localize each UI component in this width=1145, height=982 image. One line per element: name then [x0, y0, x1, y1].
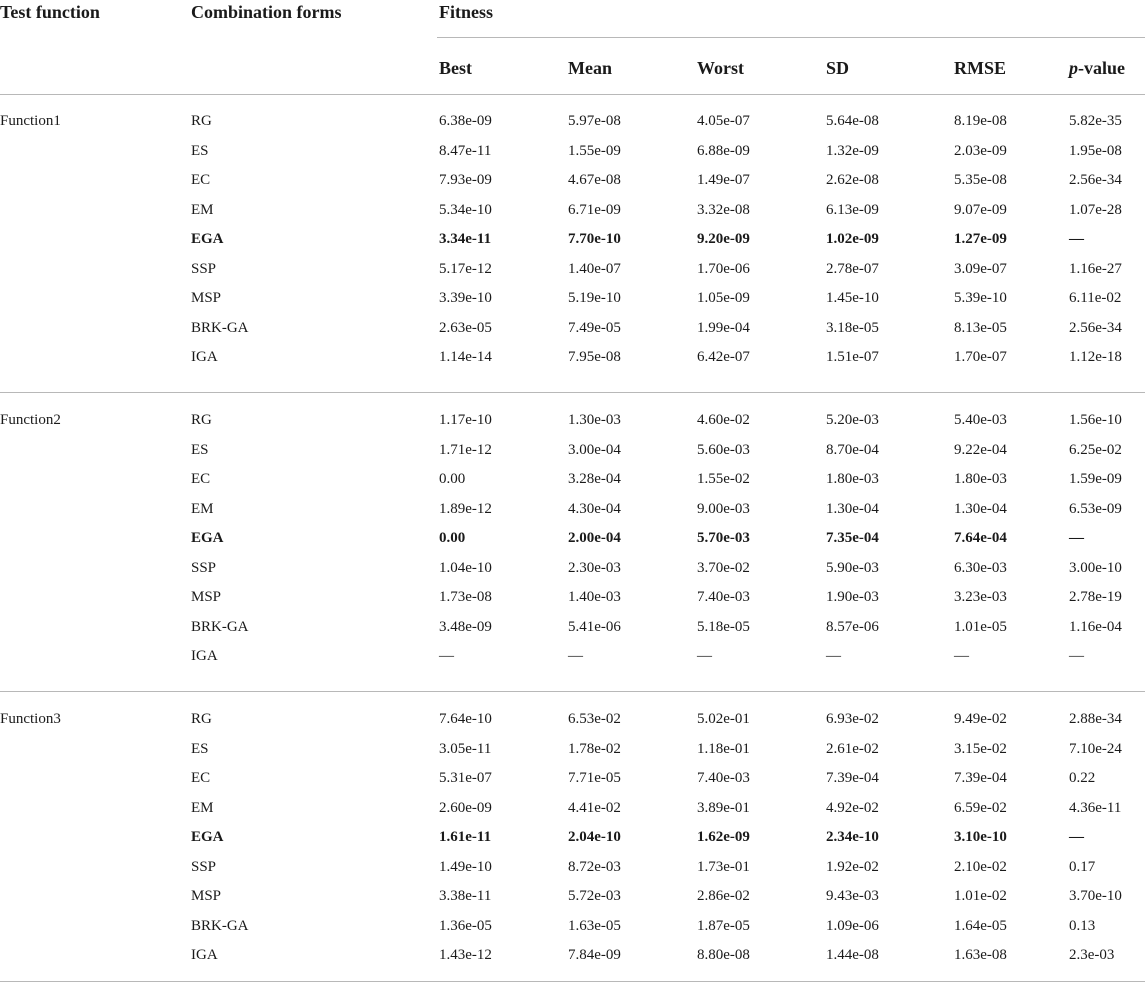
fitness-value-cell: 1.73e-08	[439, 589, 492, 605]
combination-form-cell: IGA	[191, 648, 218, 664]
fitness-value-cell: 2.88e-34	[1069, 711, 1122, 727]
fitness-value-cell: 2.61e-02	[826, 740, 879, 757]
combination-form-cell: RG	[191, 113, 212, 129]
fitness-value-cell: —	[1069, 648, 1084, 664]
combination-form-cell: SSP	[191, 260, 217, 277]
fitness-value-cell: 0.00	[439, 471, 466, 487]
combination-form-cell: EC	[191, 172, 211, 188]
fitness-value-cell: 6.53e-09	[1069, 500, 1122, 517]
fitness-value-cell: 3.10e-10	[954, 829, 1007, 845]
fitness-value-cell: 8.19e-08	[954, 113, 1007, 129]
fitness-value-cell: 4.60e-02	[697, 412, 750, 428]
combination-form-cell: RG	[191, 412, 212, 428]
fitness-value-cell: 2.3e-03	[1069, 947, 1115, 963]
fitness-value-cell: 5.41e-06	[568, 618, 621, 635]
fitness-value-cell: 0.22	[1069, 770, 1096, 786]
fitness-value-cell: 6.11e-02	[1069, 290, 1122, 306]
fitness-value-cell: 1.16e-27	[1069, 260, 1122, 277]
fitness-subheader-rule	[437, 37, 1145, 38]
fitness-value-cell: —	[826, 648, 841, 664]
fitness-value-cell: 1.89e-12	[439, 500, 492, 517]
fitness-value-cell: 9.00e-03	[697, 500, 750, 517]
fitness-value-cell: 6.59e-02	[954, 799, 1007, 816]
fitness-value-cell: 1.30e-04	[826, 500, 879, 517]
fitness-value-cell: —	[1069, 231, 1084, 247]
fitness-value-cell: 6.93e-02	[826, 711, 879, 727]
fitness-value-cell: 3.89e-01	[697, 799, 750, 816]
header-test-function: Test function	[0, 2, 100, 22]
fitness-value-cell: 1.95e-08	[1069, 142, 1122, 159]
fitness-value-cell: 5.02e-01	[697, 711, 750, 727]
fitness-value-cell: 1.70e-07	[954, 349, 1007, 365]
combination-form-cell: EGA	[191, 530, 224, 546]
fitness-value-cell: 3.28e-04	[568, 471, 621, 487]
combination-form-cell: MSP	[191, 290, 222, 306]
fitness-value-cell: 1.40e-07	[568, 260, 621, 277]
fitness-value-cell: 6.88e-09	[697, 142, 750, 159]
fitness-value-cell: 3.15e-02	[954, 740, 1007, 757]
fitness-value-cell: 1.40e-03	[568, 589, 621, 605]
fitness-value-cell: 5.72e-03	[568, 888, 621, 904]
fitness-value-cell: 1.01e-02	[954, 888, 1007, 904]
fitness-value-cell: 5.18e-05	[697, 618, 750, 635]
fitness-value-cell: 9.49e-02	[954, 711, 1007, 727]
fitness-value-cell: 8.72e-03	[568, 858, 621, 875]
fitness-value-cell: 3.05e-11	[439, 740, 492, 757]
fitness-value-cell: 3.70e-10	[1069, 888, 1122, 904]
fitness-value-cell: 2.56e-34	[1069, 172, 1122, 188]
fitness-value-cell: 1.30e-04	[954, 500, 1007, 517]
fitness-value-cell: —	[954, 648, 969, 664]
fitness-value-cell: 1.14e-14	[439, 349, 492, 365]
fitness-value-cell: 7.64e-04	[954, 530, 1007, 546]
fitness-value-cell: —	[1069, 829, 1084, 845]
fitness-value-cell: 6.30e-03	[954, 559, 1007, 576]
fitness-value-cell: 9.20e-09	[697, 231, 750, 247]
fitness-value-cell: 1.80e-03	[826, 471, 879, 487]
fitness-value-cell: 1.59e-09	[1069, 471, 1122, 487]
fitness-value-cell: —	[1069, 530, 1084, 546]
fitness-value-cell: 3.00e-10	[1069, 559, 1122, 576]
fitness-value-cell: 2.62e-08	[826, 172, 879, 188]
fitness-value-cell: 4.67e-08	[568, 172, 621, 188]
combination-form-cell: BRK-GA	[191, 917, 249, 934]
group-label: Function1	[0, 113, 61, 129]
fitness-value-cell: 5.35e-08	[954, 172, 1007, 188]
fitness-value-cell: 1.36e-05	[439, 917, 492, 934]
group-label: Function2	[0, 412, 61, 428]
fitness-value-cell: 5.40e-03	[954, 412, 1007, 428]
fitness-value-cell: 8.57e-06	[826, 618, 879, 635]
fitness-value-cell: 9.22e-04	[954, 441, 1007, 458]
col-header-worst: Worst	[697, 58, 744, 78]
group-divider-rule	[0, 691, 1145, 692]
fitness-value-cell: 6.42e-07	[697, 349, 750, 365]
fitness-value-cell: 3.18e-05	[826, 319, 879, 336]
fitness-value-cell: 1.17e-10	[439, 412, 492, 428]
fitness-value-cell: 8.13e-05	[954, 319, 1007, 336]
fitness-value-cell: 5.97e-08	[568, 113, 621, 129]
fitness-value-cell: 1.02e-09	[826, 231, 879, 247]
combination-form-cell: EM	[191, 201, 214, 218]
col-header-pvalue	[1069, 58, 1125, 78]
fitness-value-cell: 1.63e-08	[954, 947, 1007, 963]
fitness-value-cell: 1.55e-09	[568, 142, 621, 159]
combination-form-cell: EM	[191, 799, 214, 816]
fitness-value-cell: 1.30e-03	[568, 412, 621, 428]
combination-form-cell: SSP	[191, 858, 217, 875]
fitness-value-cell: 1.90e-03	[826, 589, 879, 605]
fitness-value-cell: 2.56e-34	[1069, 319, 1122, 336]
group-label: Function3	[0, 711, 61, 727]
fitness-value-cell: 1.32e-09	[826, 142, 879, 159]
fitness-value-cell: 1.87e-05	[697, 917, 750, 934]
fitness-value-cell: 4.41e-02	[568, 799, 621, 816]
combination-form-cell: IGA	[191, 349, 218, 365]
fitness-value-cell: 1.09e-06	[826, 917, 879, 934]
col-header-rmse: RMSE	[954, 58, 1007, 78]
fitness-value-cell: 1.12e-18	[1069, 349, 1122, 365]
col-header-mean: Mean	[568, 58, 612, 78]
fitness-value-cell: 5.70e-03	[697, 530, 750, 546]
fitness-value-cell: 1.51e-07	[826, 349, 879, 365]
combination-form-cell: ES	[191, 441, 209, 458]
combination-form-cell: SSP	[191, 559, 217, 576]
combination-form-cell: MSP	[191, 888, 222, 904]
fitness-value-cell: 2.78e-07	[826, 260, 879, 277]
fitness-value-cell: 4.92e-02	[826, 799, 879, 816]
fitness-value-cell: 6.71e-09	[568, 201, 621, 218]
combination-form-cell: IGA	[191, 947, 218, 963]
fitness-value-cell: 4.30e-04	[568, 500, 621, 517]
fitness-value-cell: —	[697, 648, 712, 664]
fitness-value-cell: 1.27e-09	[954, 231, 1007, 247]
col-header-best: Best	[439, 58, 472, 78]
fitness-value-cell: 2.63e-05	[439, 319, 492, 336]
fitness-value-cell: 0.13	[1069, 917, 1096, 934]
fitness-value-cell: 5.90e-03	[826, 559, 879, 576]
fitness-value-cell: 1.63e-05	[568, 917, 621, 934]
fitness-value-cell: 2.10e-02	[954, 858, 1007, 875]
fitness-value-cell: 1.49e-07	[697, 172, 750, 188]
header-combination-forms: Combination forms	[191, 2, 342, 22]
fitness-value-cell: 1.56e-10	[1069, 412, 1122, 428]
fitness-value-cell: 4.05e-07	[697, 113, 750, 129]
header-fitness: Fitness	[439, 2, 493, 22]
fitness-value-cell: 4.36e-11	[1069, 799, 1122, 816]
fitness-value-cell: 3.48e-09	[439, 618, 492, 635]
fitness-value-cell: 7.70e-10	[568, 231, 621, 247]
fitness-value-cell: 0.00	[439, 530, 466, 546]
fitness-value-cell: 8.70e-04	[826, 441, 879, 458]
fitness-value-cell: 6.38e-09	[439, 113, 492, 129]
fitness-value-cell: 7.95e-08	[568, 349, 621, 365]
combination-form-cell: ES	[191, 142, 209, 159]
pvalue-suffix: -value	[1078, 58, 1125, 78]
fitness-value-cell: 2.04e-10	[568, 829, 621, 845]
fitness-value-cell: 3.00e-04	[568, 441, 621, 458]
fitness-value-cell: 0.17	[1069, 858, 1096, 875]
fitness-value-cell: 1.04e-10	[439, 559, 492, 576]
fitness-value-cell: 1.80e-03	[954, 471, 1007, 487]
combination-form-cell: EGA	[191, 829, 224, 845]
fitness-value-cell: 3.23e-03	[954, 589, 1007, 605]
fitness-value-cell: 1.64e-05	[954, 917, 1007, 934]
fitness-value-cell: 7.93e-09	[439, 172, 492, 188]
fitness-value-cell: 7.49e-05	[568, 319, 621, 336]
fitness-value-cell: 3.38e-11	[439, 888, 492, 904]
fitness-value-cell: 5.82e-35	[1069, 113, 1122, 129]
fitness-value-cell: 8.80e-08	[697, 947, 750, 963]
fitness-value-cell: 7.40e-03	[697, 770, 750, 786]
fitness-value-cell: 6.25e-02	[1069, 441, 1122, 458]
pvalue-italic-p: p	[1069, 58, 1078, 78]
fitness-value-cell: 1.44e-08	[826, 947, 879, 963]
fitness-value-cell: —	[568, 648, 583, 664]
fitness-value-cell: 3.34e-11	[439, 231, 492, 247]
combination-form-cell: EM	[191, 500, 214, 517]
header-rule	[0, 94, 1145, 95]
fitness-value-cell: 5.64e-08	[826, 113, 879, 129]
fitness-value-cell: 1.61e-11	[439, 829, 492, 845]
fitness-value-cell: 7.84e-09	[568, 947, 621, 963]
fitness-value-cell: 3.09e-07	[954, 260, 1007, 277]
fitness-value-cell: 1.07e-28	[1069, 201, 1122, 218]
fitness-value-cell: 2.60e-09	[439, 799, 492, 816]
fitness-value-cell: 5.34e-10	[439, 201, 492, 218]
fitness-value-cell: 7.71e-05	[568, 770, 621, 786]
combination-form-cell: EC	[191, 471, 211, 487]
fitness-value-cell: 1.73e-01	[697, 858, 750, 875]
combination-form-cell: EGA	[191, 231, 224, 247]
fitness-value-cell: 1.71e-12	[439, 441, 492, 458]
fitness-value-cell: 2.00e-04	[568, 530, 621, 546]
fitness-value-cell: 3.32e-08	[697, 201, 750, 218]
col-header-sd: SD	[826, 58, 850, 78]
fitness-value-cell: 6.13e-09	[826, 201, 879, 218]
fitness-value-cell: 8.47e-11	[439, 142, 492, 159]
fitness-value-cell: 1.78e-02	[568, 740, 621, 757]
fitness-value-cell: 3.39e-10	[439, 290, 492, 306]
fitness-value-cell: 2.34e-10	[826, 829, 879, 845]
combination-form-cell: BRK-GA	[191, 618, 249, 635]
combination-form-cell: BRK-GA	[191, 319, 249, 336]
fitness-value-cell: 1.99e-04	[697, 319, 750, 336]
group-divider-rule	[0, 392, 1145, 393]
fitness-value-cell: 1.62e-09	[697, 829, 750, 845]
fitness-value-cell: 5.39e-10	[954, 290, 1007, 306]
fitness-value-cell: 1.70e-06	[697, 260, 750, 277]
fitness-value-cell: 2.78e-19	[1069, 589, 1122, 605]
fitness-value-cell: —	[439, 648, 454, 664]
fitness-value-cell: 1.01e-05	[954, 618, 1007, 635]
fitness-value-cell: 1.05e-09	[697, 290, 750, 306]
fitness-value-cell: 7.40e-03	[697, 589, 750, 605]
fitness-value-cell: 1.18e-01	[697, 740, 750, 757]
fitness-value-cell: 1.45e-10	[826, 290, 879, 306]
fitness-value-cell: 2.03e-09	[954, 142, 1007, 159]
fitness-value-cell: 7.35e-04	[826, 530, 879, 546]
fitness-value-cell: 7.64e-10	[439, 711, 492, 727]
fitness-value-cell: 1.49e-10	[439, 858, 492, 875]
combination-form-cell: MSP	[191, 589, 222, 605]
fitness-value-cell: 7.39e-04	[954, 770, 1007, 786]
fitness-value-cell: 5.20e-03	[826, 412, 879, 428]
fitness-value-cell: 2.86e-02	[697, 888, 750, 904]
fitness-value-cell: 1.16e-04	[1069, 618, 1122, 635]
fitness-value-cell: 2.30e-03	[568, 559, 621, 576]
fitness-value-cell: 5.17e-12	[439, 260, 492, 277]
fitness-value-cell: 5.19e-10	[568, 290, 621, 306]
fitness-value-cell: 1.55e-02	[697, 471, 750, 487]
combination-form-cell: RG	[191, 711, 212, 727]
fitness-value-cell: 1.43e-12	[439, 947, 492, 963]
fitness-value-cell: 5.60e-03	[697, 441, 750, 458]
fitness-value-cell: 1.92e-02	[826, 858, 879, 875]
combination-form-cell: EC	[191, 770, 211, 786]
fitness-value-cell: 6.53e-02	[568, 711, 621, 727]
fitness-value-cell: 3.70e-02	[697, 559, 750, 576]
fitness-value-cell: 7.39e-04	[826, 770, 879, 786]
fitness-value-cell: 7.10e-24	[1069, 740, 1122, 757]
fitness-value-cell: 9.43e-03	[826, 888, 879, 904]
combination-form-cell: ES	[191, 740, 209, 757]
fitness-value-cell: 5.31e-07	[439, 770, 492, 786]
fitness-value-cell: 9.07e-09	[954, 201, 1007, 218]
